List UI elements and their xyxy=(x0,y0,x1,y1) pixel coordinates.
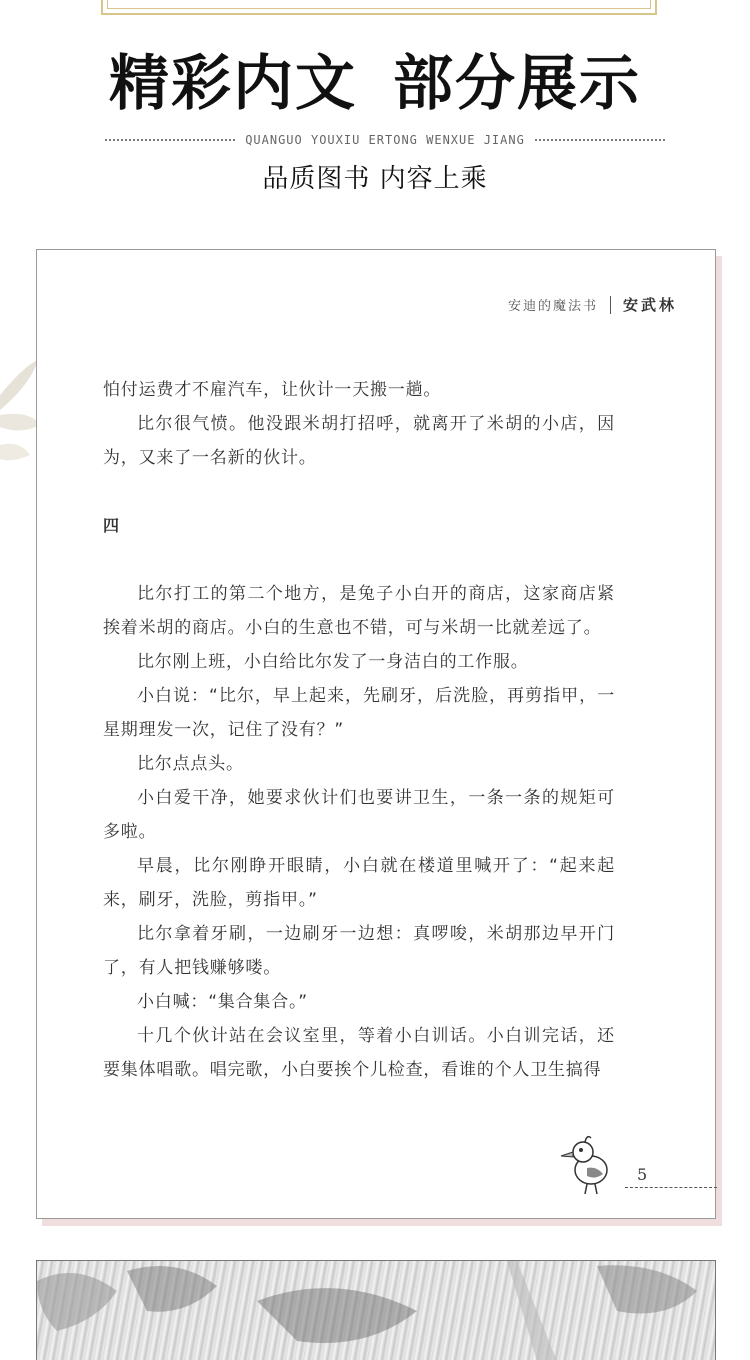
headline-left: 精彩内文 xyxy=(109,49,357,119)
running-head-divider xyxy=(610,296,611,314)
paragraph: 早晨，比尔刚睁开眼睛，小白就在楼道里喊开了：“起来起来，刷牙，洗脸，剪指甲。” xyxy=(103,856,615,910)
paragraph: 比尔很气愤。他没跟米胡打招呼，就离开了米胡的小店，因为，又来了一名新的伙计。 xyxy=(103,414,615,468)
subheading: 品质图书 内容上乘 xyxy=(262,164,488,194)
dotted-line-left xyxy=(105,139,235,141)
leaf-decoration-icon xyxy=(0,355,40,475)
headline-right: 部分展示 xyxy=(393,49,641,119)
paragraph: 比尔打工的第二个地方，是兔子小白开的商店，这家商店紧挨着米胡的商店。小白的生意也不错，可与米胡一比就差远了。 xyxy=(103,584,615,638)
bird-illustration-icon xyxy=(557,1130,617,1196)
paragraph: 十几个伙计站在会议室里，等着小白训话。小白训完话，还要集体唱歌。唱完歌，小白要挨个儿检查，看谁的个人卫生搞得 xyxy=(103,1026,615,1080)
page-number-rule xyxy=(625,1187,717,1188)
paragraph: 比尔点点头。 xyxy=(137,754,244,774)
pinyin-caption: QUANGUO YOUXIU ERTONG WENXUE JIANG xyxy=(245,133,525,147)
paragraph: 小白爱干净，她要求伙计们也要讲卫生，一条一条的规矩可多啦。 xyxy=(103,788,615,842)
running-head-title: 安迪的魔法书 xyxy=(507,299,598,314)
pencil-sketch-illustration-icon xyxy=(36,1260,716,1360)
chapter-heading: 四 xyxy=(103,516,120,535)
dotted-line-right xyxy=(535,139,665,141)
paragraph: 比尔刚上班，小白给比尔发了一身洁白的工作服。 xyxy=(137,652,529,672)
page-body xyxy=(103,373,615,1087)
top-decorative-frame xyxy=(101,0,657,15)
page-number: 5 xyxy=(637,1165,648,1184)
paragraph: 小白喊：“集合集合。” xyxy=(137,992,308,1012)
paragraph: 小白说：“比尔，早上起来，先刷牙，后洗脸，再剪指甲，一星期理发一次，记住了没有？” xyxy=(103,686,615,740)
paragraph: 比尔拿着牙刷，一边刷牙一边想：真啰唆，米胡那边早开门了，有人把钱赚够喽。 xyxy=(103,924,615,978)
page-headline xyxy=(0,44,750,124)
paragraph: 怕付运费才不雇汽车，让伙计一天搬一趟。 xyxy=(103,380,442,400)
book-page xyxy=(36,249,716,1219)
running-head xyxy=(508,294,677,315)
pinyin-divider xyxy=(105,130,665,150)
running-head-author: 安武林 xyxy=(622,296,677,314)
